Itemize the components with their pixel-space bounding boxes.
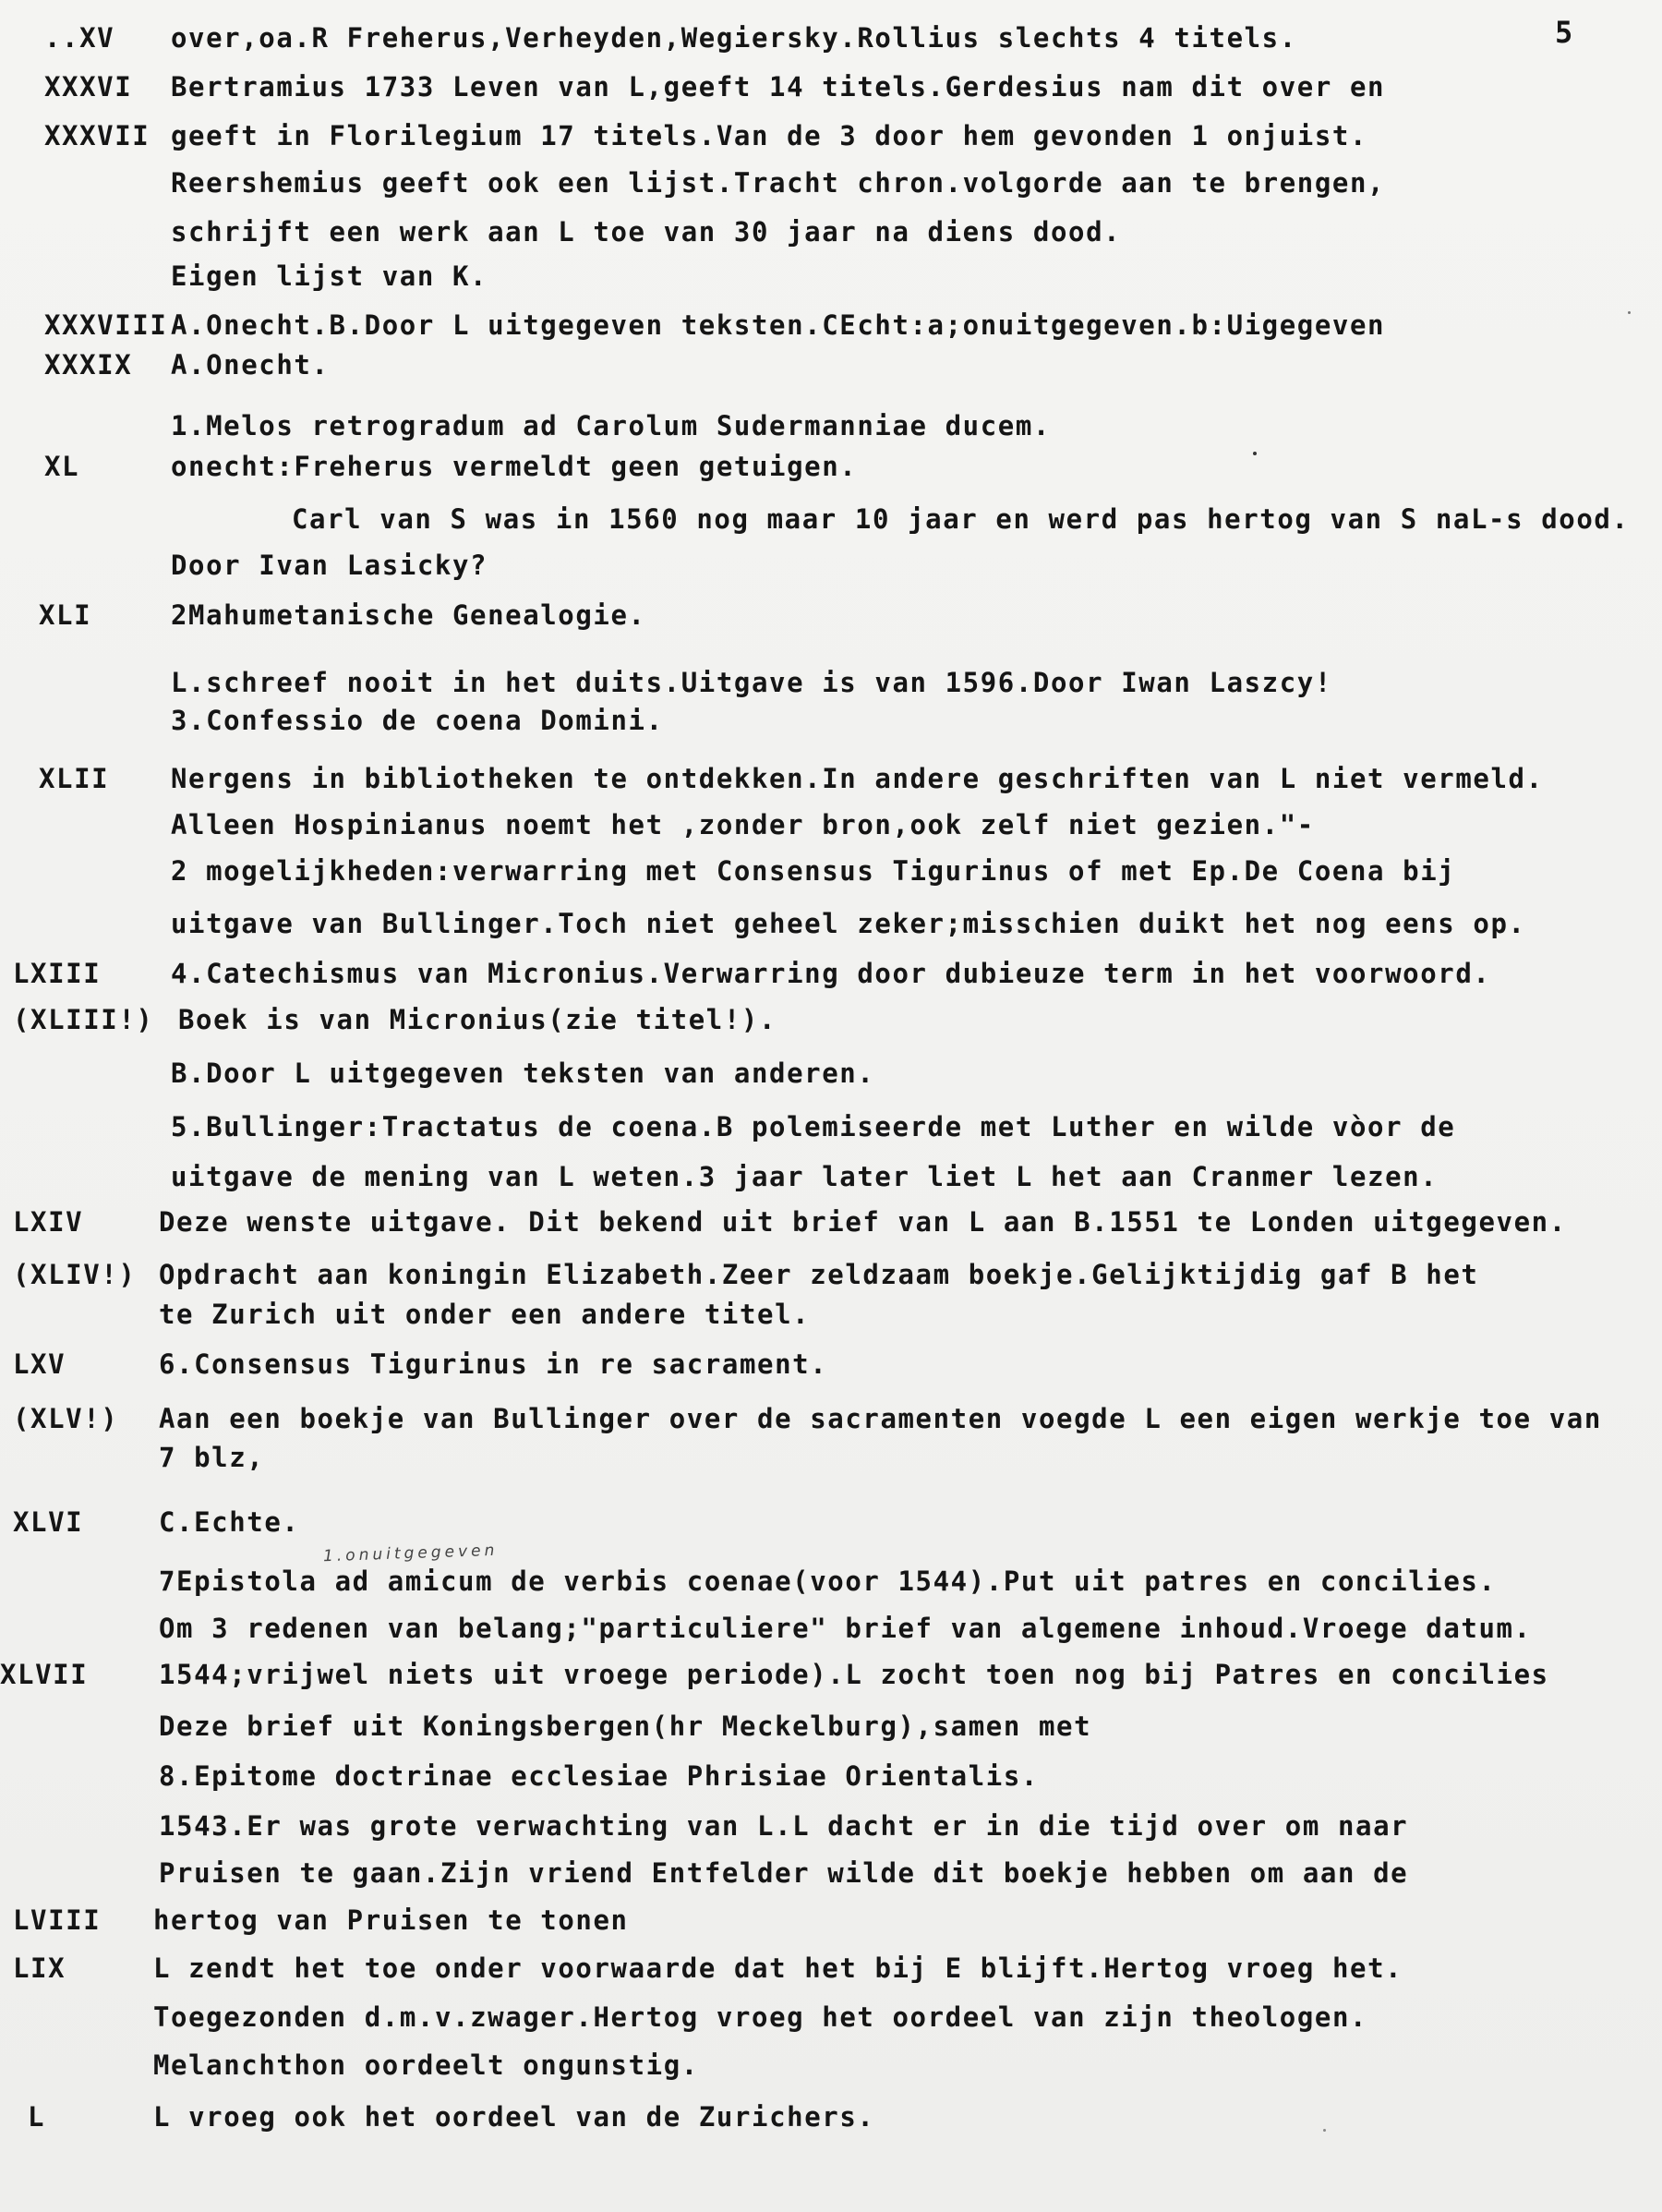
line-text: schrijft een werk aan L toe van 30 jaar na diens dood. [171, 216, 1122, 248]
text-line [0, 1103, 1662, 1151]
line-text: Toegezonden d.m.v.zwager.Hertog vroeg het oordeel van zijn theologen. [153, 2001, 1368, 2033]
line-text: Reershemius geeft ook een lijst.Tracht chron.volgorde aan te brengen, [171, 167, 1386, 199]
margin-label: LXIV [13, 1206, 84, 1238]
text-line [0, 696, 1662, 744]
margin-label: (XLV!) [13, 1403, 119, 1434]
margin-label: XL [44, 451, 80, 482]
text-line [0, 1604, 1662, 1652]
line-text: A.Onecht.B.Door L uitgegeven teksten.CEcht:a;onuitgegeven.b:Uigegeven [171, 309, 1386, 341]
text-line [0, 1944, 1662, 1992]
line-text: C.Echte. [159, 1506, 300, 1538]
text-line [0, 341, 1662, 389]
ink-speck [1323, 2129, 1326, 2132]
line-text: uitgave van Bullinger.Toch niet geheel zeker;misschien duikt het nog eens op. [171, 908, 1526, 939]
margin-label: XXXVI [44, 71, 133, 103]
margin-label: XLVI [13, 1506, 84, 1538]
text-line [0, 1702, 1662, 1750]
line-text: geeft in Florilegium 17 titels.Van de 3 door hem gevonden 1 onjuist. [171, 120, 1368, 151]
text-line [0, 1433, 1662, 1481]
line-text: Aan een boekje van Bullinger over de sacramenten voegde L een eigen werkje toe van [159, 1403, 1602, 1434]
text-line [0, 541, 1662, 589]
line-text: 1543.Er was grote verwachting van L.L dacht er in die tijd over om naar [159, 1810, 1409, 1842]
text-line [0, 1896, 1662, 1944]
line-text: 7 blz, [159, 1442, 265, 1473]
line-text: A.Onecht. [171, 349, 330, 381]
line-text: te Zurich uit onder een andere titel. [159, 1299, 811, 1330]
margin-label: LVIII [13, 1904, 102, 1936]
handwritten-note: 1.onuitgegeven [322, 1541, 499, 1566]
text-line [0, 495, 1662, 543]
text-line [0, 847, 1662, 895]
line-text: over,oa.R Freherus,Verheyden,Wegiersky.Rollius slechts 4 titels. [171, 22, 1297, 54]
line-text: Deze wenste uitgave. Dit bekend uit brief van L aan B.1551 te Londen uitgegeven. [159, 1206, 1567, 1238]
ink-speck [1628, 311, 1631, 314]
line-text: Boek is van Micronius(zie titel!). [178, 1004, 777, 1035]
text-line [0, 1557, 1662, 1605]
line-text: L vroeg ook het oordeel van de Zurichers. [153, 2101, 875, 2133]
line-text: Bertramius 1733 Leven van L,geeft 14 titels.Gerdesius nam dit over en [171, 71, 1386, 103]
ink-speck [1253, 452, 1257, 455]
margin-label: XXXVII [44, 120, 151, 151]
line-text: L zendt het toe onder voorwaarde dat het bij E blijft.Hertog vroeg het. [153, 1952, 1403, 1984]
text-line [0, 801, 1662, 849]
margin-label: LIX [13, 1952, 66, 1984]
text-line [0, 14, 1662, 62]
margin-label: XLI [39, 599, 92, 631]
text-line [0, 208, 1662, 256]
margin-label: LXV [13, 1348, 66, 1380]
text-line [0, 755, 1662, 803]
text-line [0, 1498, 1662, 1546]
line-text: Carl van S was in 1560 nog maar 10 jaar en werd pas hertog van S naL-s dood. [292, 503, 1630, 535]
margin-label: XLII [39, 763, 110, 794]
text-line [0, 900, 1662, 948]
text-line [0, 252, 1662, 300]
text-line [0, 442, 1662, 490]
text-line [0, 63, 1662, 111]
margin-label: (XLIII!) [13, 1004, 154, 1035]
line-text: 1544;vrijwel niets uit vroege periode).L zocht toen nog bij Patres en concilies [159, 1659, 1549, 1690]
text-line [0, 591, 1662, 639]
line-text: 8.Epitome doctrinae ecclesiae Phrisiae Orientalis. [159, 1760, 1039, 1792]
margin-label: XXXVIII [44, 309, 168, 341]
line-text: Opdracht aan koningin Elizabeth.Zeer zeldzaam boekje.Gelijktijdig gaf B het [159, 1259, 1479, 1290]
margin-label: LXIII [13, 958, 102, 989]
line-text: onecht:Freherus vermeldt geen getuigen. [171, 451, 858, 482]
line-text: Eigen lijst van K. [171, 260, 488, 292]
line-text: 7Epistola ad amicum de verbis coenae(voor 1544).Put uit patres en concilies. [159, 1565, 1497, 1597]
line-text: Melanchthon oordeelt ongunstig. [153, 2049, 699, 2081]
line-text: Pruisen te gaan.Zijn vriend Entfelder wilde dit boekje hebben om aan de [159, 1857, 1409, 1889]
text-line [0, 996, 1662, 1044]
text-line [0, 1993, 1662, 2041]
margin-label: (XLIV!) [13, 1259, 137, 1290]
line-text: Door Ivan Lasicky? [171, 550, 488, 581]
text-line [0, 1802, 1662, 1850]
line-text: 4.Catechismus van Micronius.Verwarring door dubieuze term in het voorwoord. [171, 958, 1491, 989]
line-text: Deze brief uit Koningsbergen(hr Meckelburg),samen met [159, 1710, 1092, 1742]
text-line [0, 1290, 1662, 1338]
text-line [0, 1049, 1662, 1097]
margin-label: XLVII [0, 1659, 89, 1690]
line-text: 6.Consensus Tigurinus in re sacrament. [159, 1348, 828, 1380]
line-text: L.schreef nooit in het duits.Uitgave is van 1596.Door Iwan Laszcy! [171, 667, 1332, 698]
line-text: Nergens in bibliotheken te ontdekken.In andere geschriften van L niet vermeld. [171, 763, 1544, 794]
line-text: 1.Melos retrogradum ad Carolum Sudermanniae ducem. [171, 410, 1051, 441]
text-line [0, 2041, 1662, 2089]
text-line [0, 1752, 1662, 1800]
line-text: 5.Bullinger:Tractatus de coena.B polemiseerde met Luther en wilde vòor de [171, 1111, 1456, 1142]
line-text: 2 mogelijkheden:verwarring met Consensus Tigurinus of met Ep.De Coena bij [171, 855, 1456, 887]
line-text: B.Door L uitgegeven teksten van anderen. [171, 1058, 875, 1089]
text-line [0, 1849, 1662, 1897]
line-text: 2Mahumetanische Genealogie. [171, 599, 646, 631]
text-line [0, 159, 1662, 207]
text-line [0, 1340, 1662, 1388]
text-line [0, 1153, 1662, 1201]
margin-label: L [28, 2101, 46, 2133]
line-text: hertog van Pruisen te tonen [153, 1904, 629, 1936]
text-line [0, 1650, 1662, 1698]
line-text: Alleen Hospinianus noemt het ,zonder bron,ook zelf niet gezien."- [171, 809, 1315, 840]
text-line [0, 949, 1662, 997]
line-text: Om 3 redenen van belang;"particuliere" brief van algemene inhoud.Vroege datum. [159, 1613, 1532, 1644]
margin-label: ..XV [44, 22, 115, 54]
text-line [0, 112, 1662, 160]
text-line [0, 2093, 1662, 2141]
line-text: uitgave de mening van L weten.3 jaar later liet L het aan Cranmer lezen. [171, 1161, 1439, 1192]
margin-label: XXXIX [44, 349, 133, 381]
line-text: 3.Confessio de coena Domini. [171, 705, 664, 736]
text-line [0, 1198, 1662, 1246]
page-number: 5 [1555, 15, 1573, 50]
